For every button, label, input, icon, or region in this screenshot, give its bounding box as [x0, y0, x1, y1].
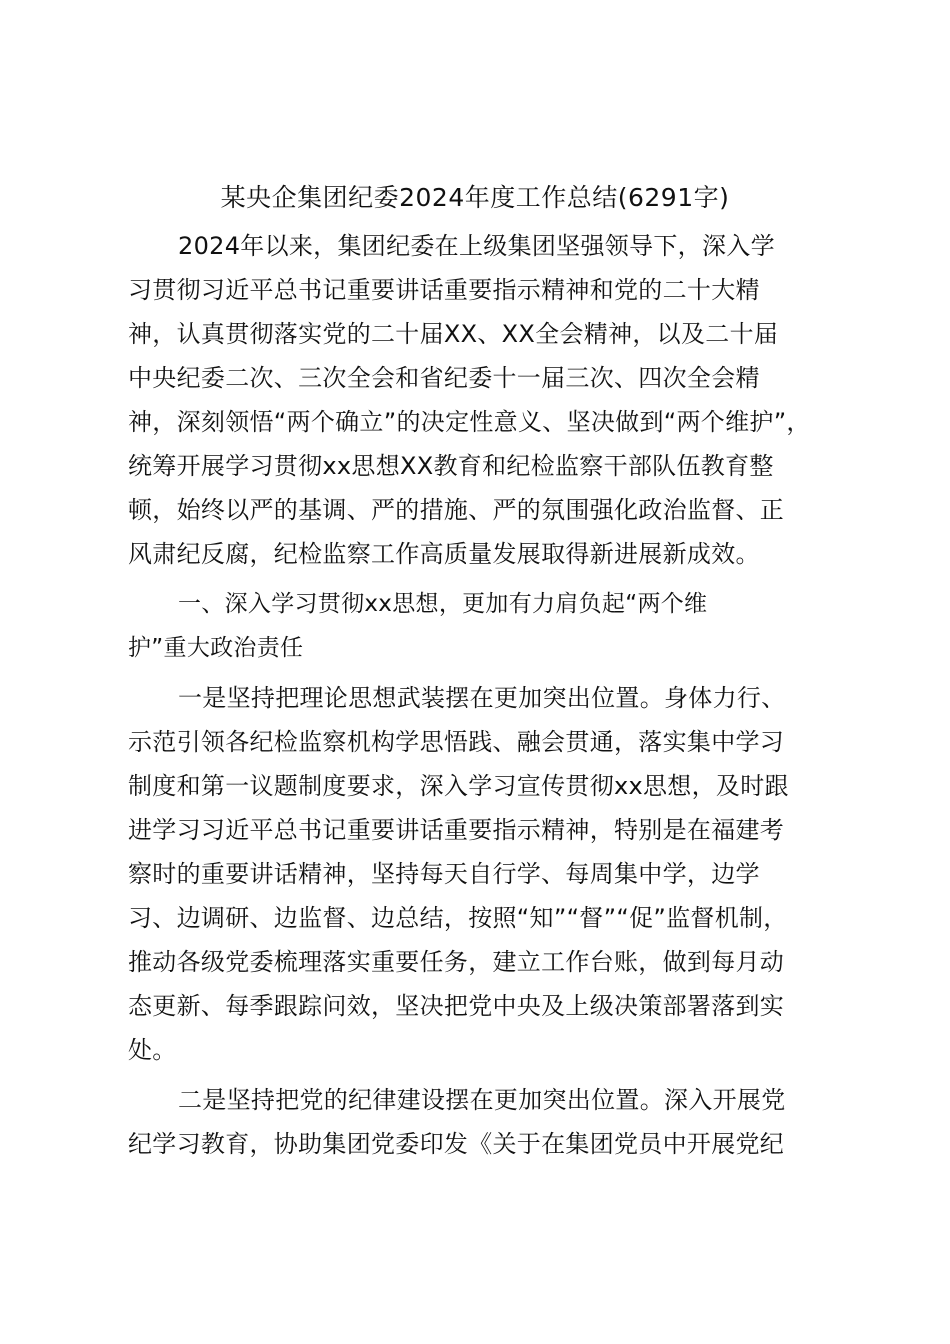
- paragraph-line: 察时的重要讲话精神，坚持每天自行学、每周集中学，边学: [128, 860, 760, 888]
- paragraph-line: 2024年以来，集团纪委在上级集团坚强领导下，深入学: [178, 232, 775, 260]
- paragraph-line: 纪学习教育，协助集团党委印发《关于在集团党员中开展党纪: [128, 1130, 785, 1158]
- paragraph-line: 顿，始终以严的基调、严的措施、严的氛围强化政治监督、正: [128, 496, 785, 524]
- paragraph-line: 态更新、每季跟踪问效，坚决把党中央及上级决策部署落到实: [128, 992, 785, 1020]
- section-heading: 护”重大政治责任: [128, 635, 304, 661]
- paragraph-line: 神，深刻领悟“两个确立”的决定性意义、坚决做到“两个维护”，: [128, 408, 811, 436]
- paragraph-line: 风肃纪反腐，纪检监察工作高质量发展取得新进展新成效。: [128, 540, 760, 568]
- paragraph-line: 统筹开展学习贯彻xx思想XX教育和纪检监察干部队伍教育整: [128, 452, 774, 480]
- paragraph-line: 中央纪委二次、三次全会和省纪委十一届三次、四次全会精: [128, 364, 760, 392]
- document-title: 某央企集团纪委2024年度工作总结(6291字): [220, 183, 730, 212]
- paragraph-line: 二是坚持把党的纪律建设摆在更加突出位置。深入开展党: [178, 1086, 786, 1114]
- paragraph-line: 示范引领各纪检监察机构学思悟践、融会贯通，落实集中学习: [128, 728, 785, 756]
- paragraph-line: 一是坚持把理论思想武装摆在更加突出位置。身体力行、: [178, 684, 786, 712]
- paragraph-line: 处。: [128, 1036, 177, 1064]
- paragraph-line: 习、边调研、边监督、边总结，按照“知”“督”“促”监督机制，: [128, 904, 788, 932]
- paragraph-line: 制度和第一议题制度要求，深入学习宣传贯彻xx思想，及时跟: [128, 772, 789, 800]
- paragraph-line: 习贯彻习近平总书记重要讲话重要指示精神和党的二十大精: [128, 276, 760, 304]
- section-heading: 一、深入学习贯彻xx思想，更加有力肩负起“两个维: [178, 591, 708, 617]
- paragraph-line: 推动各级党委梳理落实重要任务，建立工作台账，做到每月动: [128, 948, 785, 976]
- paragraph-line: 进学习习近平总书记重要讲话重要指示精神，特别是在福建考: [128, 816, 785, 844]
- paragraph-line: 神，认真贯彻落实党的二十届XX、XX全会精神，以及二十届: [128, 320, 779, 348]
